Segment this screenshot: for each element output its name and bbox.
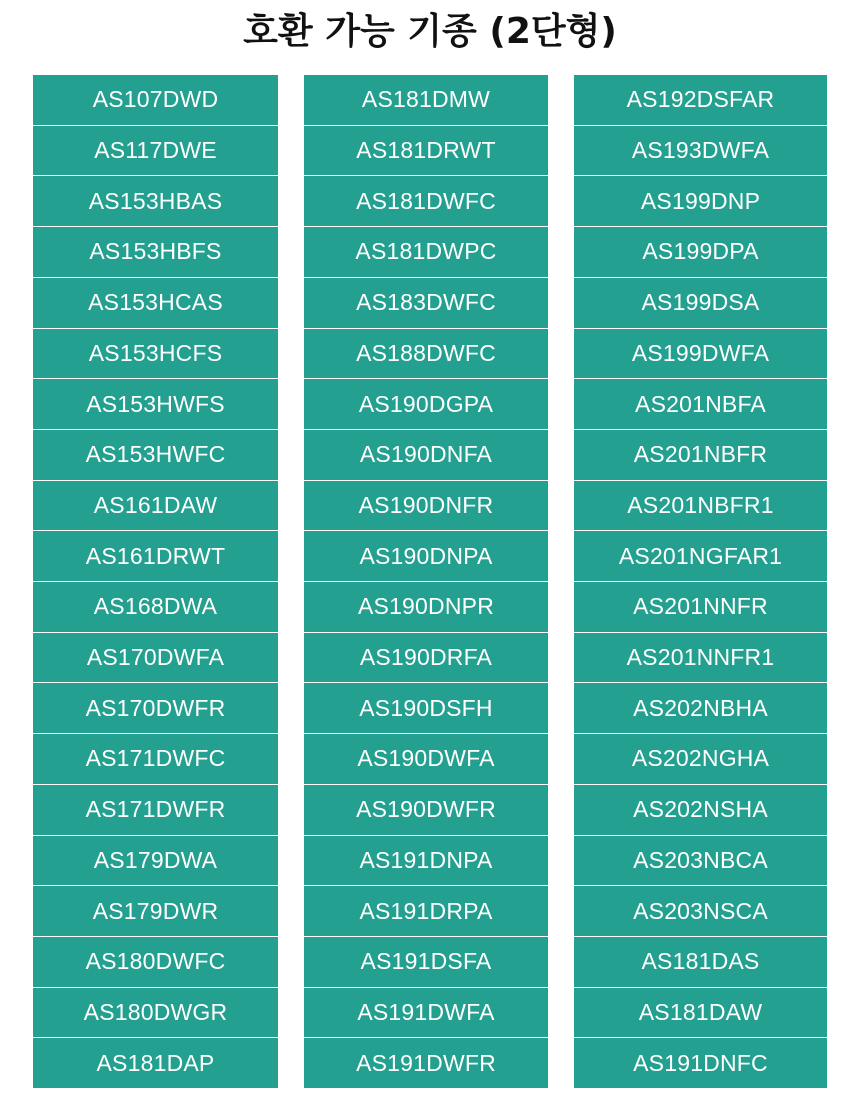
model-cell: AS181DRWT: [304, 126, 548, 176]
model-cell: AS181DAP: [33, 1038, 278, 1088]
model-cell: AS191DWFR: [304, 1038, 548, 1088]
model-cell: AS170DWFA: [33, 633, 278, 683]
model-cell: AS201NBFR1: [574, 481, 827, 531]
model-cell: AS190DNPA: [304, 531, 548, 581]
page-title: 호환 가능 기종 (2단형): [243, 11, 617, 52]
model-cell: AS161DAW: [33, 481, 278, 531]
model-cell: AS153HWFC: [33, 430, 278, 480]
model-cell: AS179DWA: [33, 836, 278, 886]
model-cell: AS191DRPA: [304, 886, 548, 936]
model-cell: AS190DRFA: [304, 633, 548, 683]
model-cell: AS153HBFS: [33, 227, 278, 277]
model-cell: AS168DWA: [33, 582, 278, 632]
model-cell: AS171DWFR: [33, 785, 278, 835]
model-cell: AS161DRWT: [33, 531, 278, 581]
model-cell: AS191DWFA: [304, 988, 548, 1038]
model-cell: AS190DNPR: [304, 582, 548, 632]
model-column-2: [304, 75, 548, 1088]
model-cell: AS190DSFH: [304, 683, 548, 733]
model-cell: AS201NGFAR1: [574, 531, 827, 581]
model-cell: AS202NGHA: [574, 734, 827, 784]
model-cell: AS179DWR: [33, 886, 278, 936]
model-cell: AS192DSFAR: [574, 75, 827, 125]
model-cell: AS199DWFA: [574, 329, 827, 379]
model-cell: AS199DNP: [574, 176, 827, 226]
model-cell: AS183DWFC: [304, 278, 548, 328]
model-column-1: [33, 75, 278, 1088]
model-cell: AS199DPA: [574, 227, 827, 277]
model-cell: AS201NBFA: [574, 379, 827, 429]
model-cell: AS190DWFA: [304, 734, 548, 784]
model-cell: AS153HBAS: [33, 176, 278, 226]
model-cell: AS202NSHA: [574, 785, 827, 835]
model-cell: AS190DWFR: [304, 785, 548, 835]
model-cell: AS181DWPC: [304, 227, 548, 277]
model-cell: AS153HWFS: [33, 379, 278, 429]
model-cell: AS202NBHA: [574, 683, 827, 733]
model-cell: AS190DNFR: [304, 481, 548, 531]
model-cell: AS171DWFC: [33, 734, 278, 784]
model-cell: AS153HCFS: [33, 329, 278, 379]
model-cell: AS180DWGR: [33, 988, 278, 1038]
model-cell: AS199DSA: [574, 278, 827, 328]
model-cell: AS203NBCA: [574, 836, 827, 886]
model-cell: AS193DWFA: [574, 126, 827, 176]
model-cell: AS190DGPA: [304, 379, 548, 429]
model-cell: AS180DWFC: [33, 937, 278, 987]
model-cell: AS191DSFA: [304, 937, 548, 987]
model-cell: AS181DMW: [304, 75, 548, 125]
model-cell: AS201NBFR: [574, 430, 827, 480]
model-cell: AS191DNFC: [574, 1038, 827, 1088]
model-cell: AS201NNFR: [574, 582, 827, 632]
model-cell: AS190DNFA: [304, 430, 548, 480]
model-cell: AS117DWE: [33, 126, 278, 176]
model-cell: AS170DWFR: [33, 683, 278, 733]
model-cell: AS201NNFR1: [574, 633, 827, 683]
model-cell: AS181DWFC: [304, 176, 548, 226]
model-cell: AS107DWD: [33, 75, 278, 125]
model-column-3: [574, 75, 827, 1088]
model-cell: AS181DAW: [574, 988, 827, 1038]
model-cell: AS153HCAS: [33, 278, 278, 328]
model-cell: AS203NSCA: [574, 886, 827, 936]
model-cell: AS181DAS: [574, 937, 827, 987]
model-cell: AS188DWFC: [304, 329, 548, 379]
model-cell: AS191DNPA: [304, 836, 548, 886]
